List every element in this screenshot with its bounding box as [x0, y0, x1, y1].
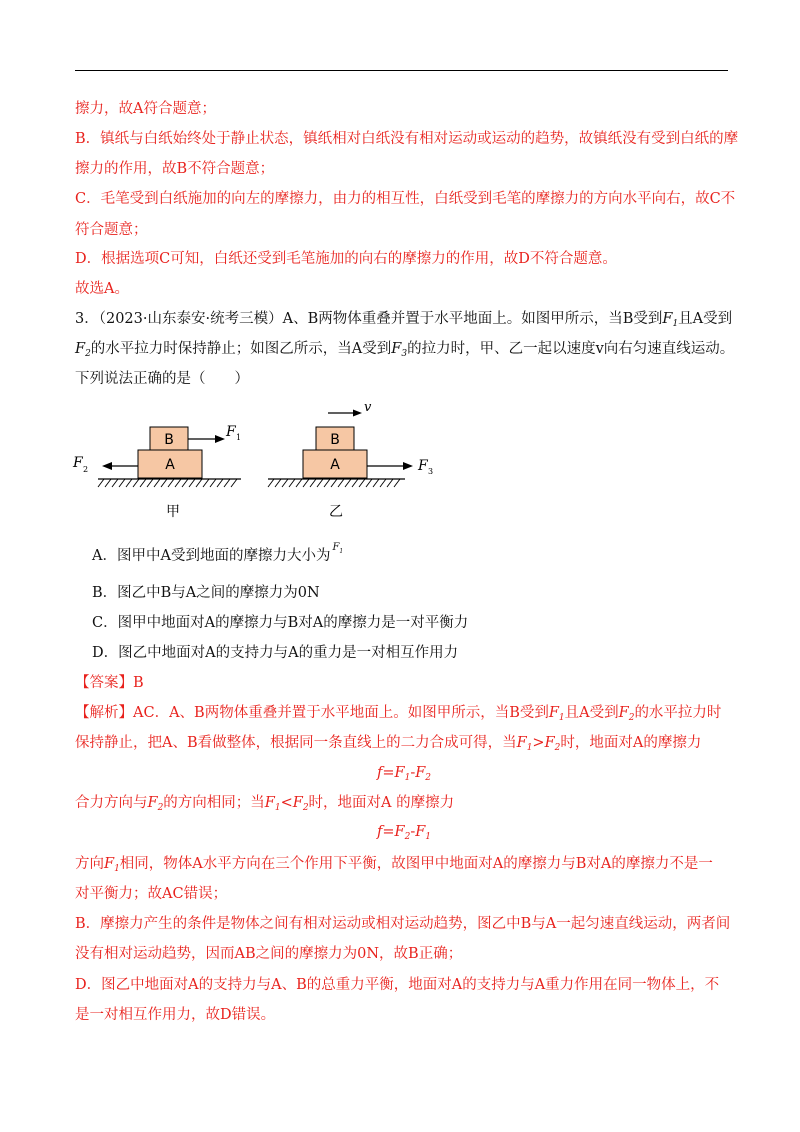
question-text: 且A受到: [678, 311, 733, 327]
hatch-mark: [203, 479, 209, 487]
question-line-3: 下列说法正确的是（ ）: [75, 371, 249, 387]
hatch-mark: [140, 479, 146, 487]
solution-line: 擦力，故A符合题意；: [75, 101, 216, 117]
hatch-mark: [133, 479, 139, 487]
option-b: B．图乙中B与A之间的摩擦力为0N: [92, 585, 320, 601]
hatch-mark: [324, 479, 330, 487]
hatch-mark: [147, 479, 153, 487]
hatch-mark: [282, 479, 288, 487]
hatch-mark: [112, 479, 118, 487]
hatch-mark: [231, 479, 237, 487]
block-a-label: A: [165, 457, 175, 473]
force-subscript: 2: [85, 349, 91, 359]
hatch-mark: [373, 479, 379, 487]
hatch-mark: [168, 479, 174, 487]
arrowhead-icon: [215, 435, 225, 443]
option-a-text: A．图甲中A受到地面的摩擦力大小为: [92, 548, 331, 564]
hatch-mark: [126, 479, 132, 487]
force-f1-subscript: 1: [236, 433, 242, 442]
option-c: C．图甲中地面对A的摩擦力与B对A的摩擦力是一对平衡力: [92, 615, 469, 631]
hatch-mark: [296, 479, 302, 487]
solution-conclusion: 故选A。: [75, 281, 129, 297]
figure-left: [72, 424, 241, 520]
force-symbol: F: [662, 311, 673, 327]
solution-line: C．毛笔受到白纸施加的向左的摩擦力，由力的相互性，白纸受到毛笔的摩擦力的方向水平向右，故C不: [75, 191, 736, 207]
analysis-line: 保持静止，把A、B看做整体，根据同一条直线上的二力合成可得，当$F_1>F_2$时，地面对A的摩擦力: [75, 735, 702, 753]
force-f2-subscript: 2: [83, 465, 89, 474]
physics-figure: [70, 398, 450, 523]
hatch-mark: [105, 479, 111, 487]
option-a: [92, 542, 344, 571]
hatch-mark: [189, 479, 195, 487]
figure-right: [268, 400, 433, 520]
equation-1: $f=F_1-F_2$: [377, 765, 432, 783]
hatch-mark: [317, 479, 323, 487]
block-a-label: A: [330, 457, 340, 473]
hatch-mark: [217, 479, 223, 487]
analysis-line: 是一对相互作用力，故D错误。: [75, 1007, 276, 1023]
question-text: 3．（2023·山东泰安·统考三模）A、B两物体重叠并置于水平地面上。如图甲所示，当B受到: [75, 311, 663, 327]
hatch-mark: [380, 479, 386, 487]
equation-2: $f=F_2-F_1$: [377, 824, 432, 842]
hatch-mark: [210, 479, 216, 487]
hatch-mark: [275, 479, 281, 487]
force-f3-label: F: [418, 458, 428, 474]
force-f1-label: F: [226, 424, 236, 440]
solution-line: B．镇纸与白纸始终处于静止状态，镇纸相对白纸没有相对运动或运动的趋势，故镇纸没有受到白纸的摩: [75, 131, 739, 147]
analysis-line: 没有相对运动趋势，因而AB之间的摩擦力为0N，故B正确；: [75, 946, 463, 962]
hatch-mark: [352, 479, 358, 487]
force-symbol: F: [332, 542, 340, 553]
hatch-mark: [387, 479, 393, 487]
hatch-mark: [310, 479, 316, 487]
answer-label: 【答案】B: [75, 675, 144, 691]
analysis-line: 【解析】AC．A、B两物体重叠并置于水平地面上。如图甲所示，当B受到$F_1$且A受到$F_2$的水平拉力时: [75, 705, 722, 723]
hatch-mark: [119, 479, 125, 487]
analysis-line: B．摩擦力产生的条件是物体之间有相对运动或相对运动趋势，图乙中B与A一起匀速直线运动，两者间: [75, 916, 731, 932]
hatch-mark: [338, 479, 344, 487]
arrowhead-icon: [353, 410, 362, 417]
force-symbol: F: [75, 341, 86, 357]
question-text: 的拉力时，甲、乙一起以速度v向右匀速直线运动。: [407, 341, 735, 357]
force-f2-label: F: [73, 455, 83, 471]
hatch-mark: [224, 479, 230, 487]
force-subscript: 1: [339, 548, 344, 555]
question-text: 的水平拉力时保持静止；如图乙所示，当A受到: [90, 341, 392, 357]
question-line-2: [75, 340, 734, 363]
solution-line: 符合题意；: [75, 222, 148, 238]
hatch-mark: [394, 479, 400, 487]
analysis-line: 对平衡力；故AC错误；: [75, 886, 228, 902]
figure-caption-yi: 乙: [329, 504, 343, 520]
solution-line: 擦力的作用，故B不符合题意；: [75, 161, 275, 177]
hatch-mark: [366, 479, 372, 487]
analysis-label: 【解析】: [75, 705, 133, 721]
hatch-mark: [331, 479, 337, 487]
hatch-mark: [196, 479, 202, 487]
analysis-line: D．图乙中地面对A的支持力与A、B的总重力平衡，地面对A的支持力与A重力作用在同一物体上，不: [75, 977, 720, 993]
block-b-label: B: [164, 432, 174, 448]
analysis-line: 方向$F_1$相同，物体A水平方向在三个作用下平衡，故图甲中地面对A的摩擦力与B对A的摩擦力不是一: [75, 856, 713, 874]
force-subscript: 3: [401, 349, 408, 359]
hatch-mark: [182, 479, 188, 487]
velocity-label: v: [364, 400, 372, 415]
arrowhead-icon: [403, 462, 413, 470]
arrowhead-icon: [102, 462, 112, 470]
analysis-line: 合力方向与$F_2$的方向相同；当$F_1<F_2$时，地面对A 的摩擦力: [75, 795, 455, 813]
ground-hatch: [268, 479, 400, 487]
hatch-mark: [289, 479, 295, 487]
force-f3-subscript: 3: [428, 467, 434, 476]
question-line-1: [75, 310, 732, 333]
figure-caption-jia: 甲: [166, 504, 180, 520]
hatch-mark: [154, 479, 160, 487]
force-subscript: 1: [672, 319, 679, 329]
option-d: D．图乙中地面对A的支持力与A的重力是一对相互作用力: [92, 645, 459, 661]
hatch-mark: [161, 479, 167, 487]
ground-hatch: [98, 479, 237, 487]
hatch-mark: [345, 479, 351, 487]
force-symbol: F: [391, 341, 402, 357]
header-rule: [75, 70, 728, 71]
block-b-label: B: [330, 432, 340, 448]
hatch-mark: [359, 479, 365, 487]
hatch-mark: [268, 479, 274, 487]
hatch-mark: [98, 479, 104, 487]
solution-line: D．根据选项C可知，白纸还受到毛笔施加的向右的摩擦力的作用，故D不符合题意。: [75, 251, 617, 267]
hatch-mark: [175, 479, 181, 487]
hatch-mark: [303, 479, 309, 487]
